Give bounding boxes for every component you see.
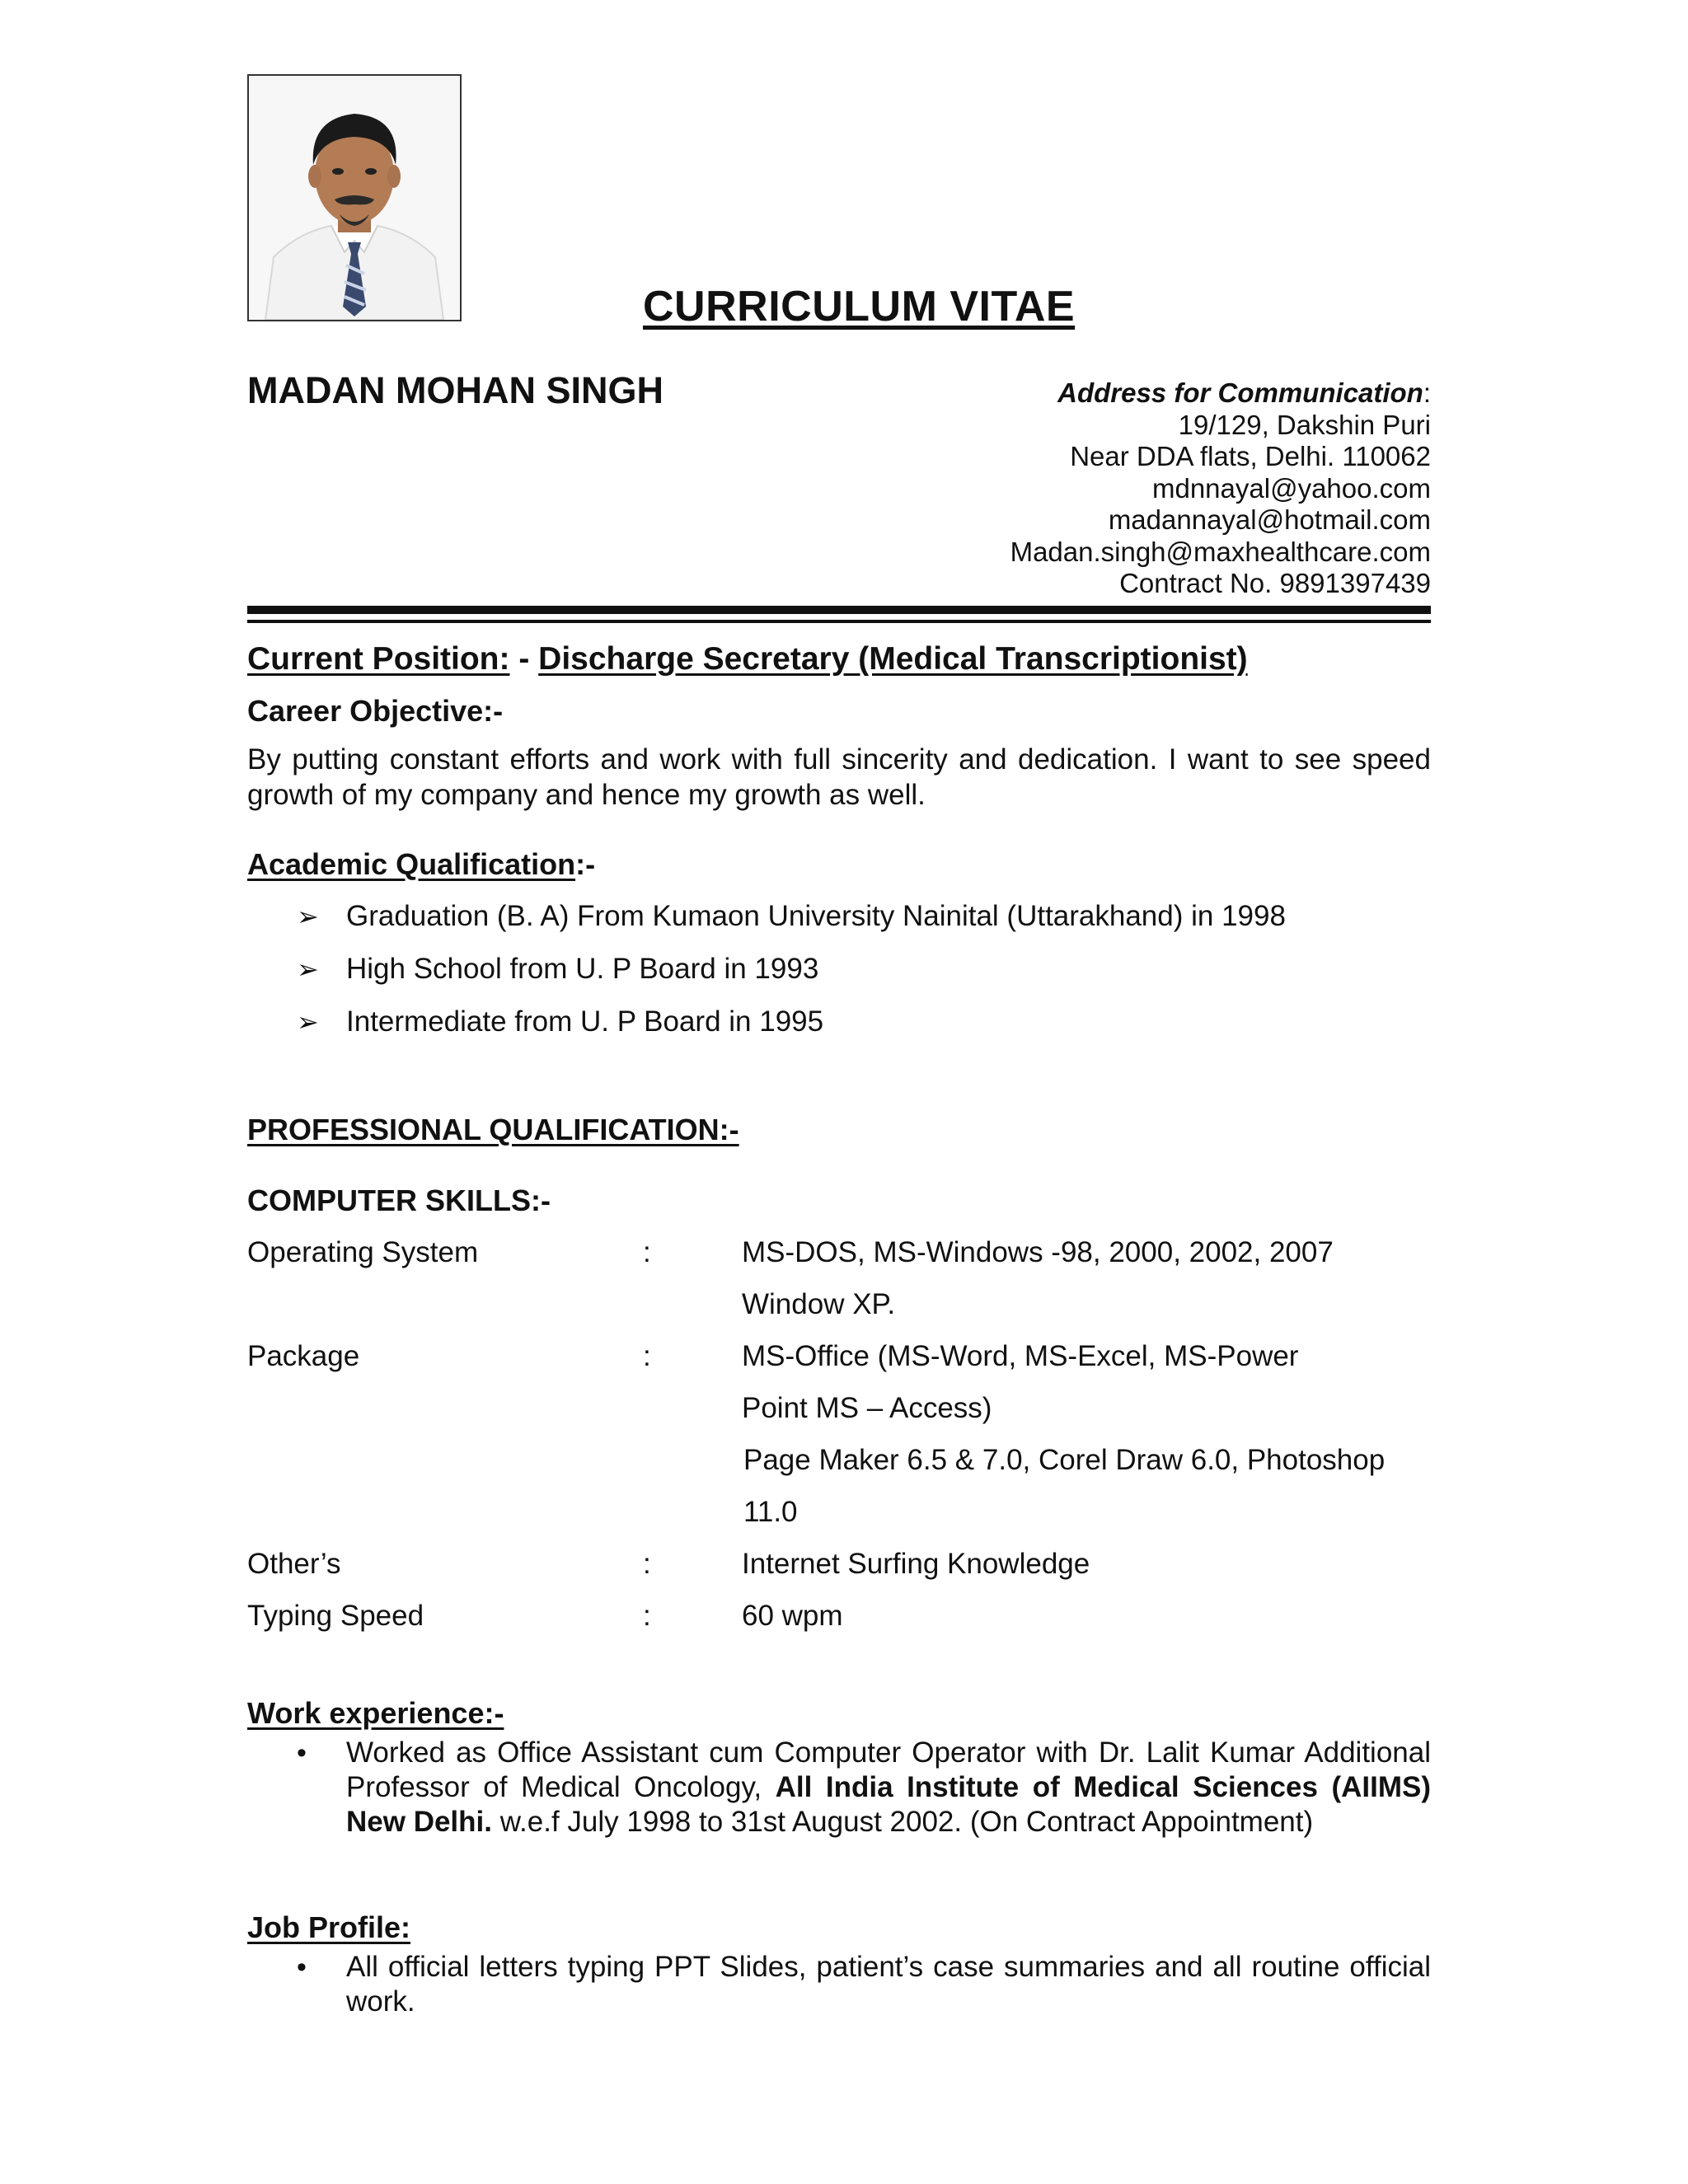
person-portrait-icon [249, 76, 460, 320]
list-item [297, 953, 1286, 1005]
list-item [297, 1005, 1286, 1058]
skill-label: Operating System [247, 1236, 479, 1268]
arrow-bullet-icon: ➢ [297, 902, 319, 931]
header-divider-thick [247, 606, 1431, 614]
email-line: Madan.singh@maxhealthcare.com [1010, 536, 1431, 567]
list-item [247, 1950, 1431, 2019]
work-experience-heading: Work experience:- [247, 1696, 504, 1730]
skill-value: 60 wpm [742, 1600, 843, 1632]
address-line: Near DDA flats, Delhi. 110062 [1070, 441, 1431, 471]
arrow-bullet-icon: ➢ [297, 1007, 319, 1037]
dot-bullet-icon: • [297, 1952, 307, 1983]
address-heading-suffix: : [1423, 377, 1431, 408]
skill-value: Page Maker 6.5 & 7.0, Corel Draw 6.0, Photoshop [743, 1444, 1386, 1476]
academic-item-text: Graduation (B. A) From Kumaon University Nainital (Uttarakhand) in 1998 [346, 900, 1286, 932]
academic-heading-suffix: :- [575, 847, 596, 881]
current-position [247, 641, 1248, 677]
career-objective-text: By putting constant efforts and work with full sincerity and dedication. I want to see speed growth of my company and hence my growth as well. [247, 743, 1431, 811]
academic-item-text: Intermediate from U. P Board in 1995 [346, 1005, 824, 1038]
work-experience-list [247, 1736, 1431, 1840]
skill-label: Typing Speed [247, 1600, 424, 1632]
skill-colon: : [643, 1236, 651, 1268]
work-text: Worked as Office Assistant cum Computer Operator with Dr. Lalit Kumar Additional Professor of Medical Oncology, [346, 1736, 1431, 1803]
current-position-dash: - [509, 641, 539, 677]
list-item [297, 900, 1286, 953]
job-profile-text: All official letters typing PPT Slides, patient’s case summaries and all routine official work. [346, 1951, 1431, 2018]
skill-colon: : [643, 1340, 651, 1372]
skill-label: Other’s [247, 1548, 341, 1580]
work-dates: w.e.f July 1998 to 31st August 2002. (On Contract Appointment) [491, 1806, 1314, 1838]
current-position-label: Current Position: [247, 641, 510, 677]
skill-colon: : [643, 1600, 651, 1632]
skill-value: 11.0 [743, 1496, 798, 1528]
header-divider-thin [247, 620, 1431, 623]
profile-photo [247, 74, 462, 321]
document-title: CURRICULUM VITAE [643, 283, 1076, 330]
current-position-value: Discharge Secretary (Medical Transcriptionist) [538, 641, 1248, 677]
arrow-bullet-icon: ➢ [297, 954, 319, 984]
applicant-name: MADAN MOHAN SINGH [247, 369, 663, 411]
address-line: 19/129, Dakshin Puri [1178, 409, 1431, 440]
academic-heading [247, 847, 595, 882]
career-objective-heading: Career Objective:- [247, 694, 504, 728]
professional-heading: PROFESSIONAL QUALIFICATION:- [247, 1113, 739, 1146]
email-line: madannayal@hotmail.com [1108, 504, 1431, 535]
job-profile-list [247, 1950, 1431, 2019]
address-heading-line [689, 377, 1431, 410]
address-heading: Address for Communication [1057, 377, 1423, 408]
address-block [689, 377, 1431, 600]
computer-skills-heading: COMPUTER SKILLS:- [247, 1183, 551, 1217]
academic-item-text: High School from U. P Board in 1993 [346, 953, 819, 985]
job-profile-heading: Job Profile: [247, 1910, 411, 1944]
skill-value: Internet Surfing Knowledge [742, 1548, 1090, 1580]
skill-label: Package [247, 1340, 360, 1372]
academic-list [297, 900, 1286, 1058]
contact-number: Contract No. 9891397439 [1119, 568, 1431, 598]
academic-heading-label: Academic Qualification [247, 847, 576, 881]
list-item [247, 1736, 1431, 1840]
skill-value: MS-DOS, MS-Windows -98, 2000, 2002, 2007 [742, 1236, 1334, 1268]
skill-value: Window XP. [742, 1288, 896, 1320]
skill-colon: : [643, 1548, 651, 1580]
skill-value: MS-Office (MS-Word, MS-Excel, MS-Power [742, 1340, 1299, 1372]
email-line: mdnnayal@yahoo.com [1151, 472, 1431, 504]
dot-bullet-icon: • [297, 1737, 307, 1769]
work-institution: All India Institute of Medical Sciences (AIIMS) New Delhi. [346, 1771, 1431, 1838]
skill-value: Point MS – Access) [742, 1392, 992, 1424]
